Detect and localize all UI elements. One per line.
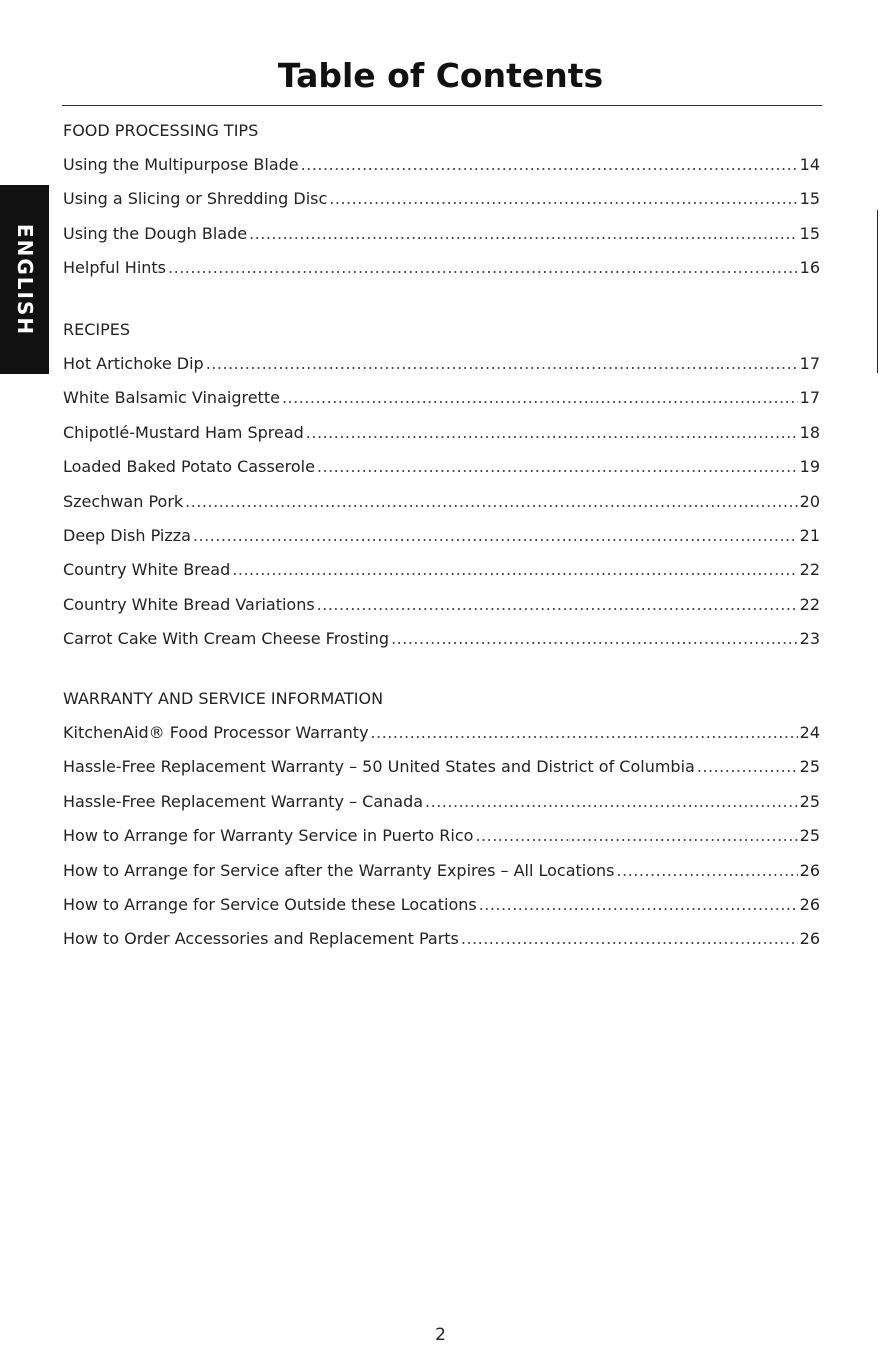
language-tab-label: ENGLISH (12, 223, 37, 336)
dot-leader (617, 854, 798, 888)
dot-leader (317, 588, 798, 622)
dot-leader (479, 888, 798, 922)
dot-leader (697, 750, 798, 784)
toc-section-food-processing-tips (63, 114, 820, 286)
entry-page-number: 18 (799, 422, 820, 442)
toc-entry[interactable] (63, 251, 820, 285)
toc-entry[interactable] (63, 347, 820, 381)
dot-leader (301, 148, 798, 182)
dot-leader (232, 553, 797, 587)
entry-title: Szechwan Pork (63, 491, 184, 511)
entry-page-number: 25 (799, 757, 820, 777)
entry-page-number: 22 (799, 560, 820, 580)
toc-entry[interactable] (63, 750, 820, 784)
entry-page-number: 22 (799, 594, 820, 614)
entry-title: KitchenAid® Food Processor Warranty (63, 723, 369, 742)
dot-leader (185, 485, 797, 519)
entry-title: Using the Multipurpose Blade (63, 155, 299, 174)
toc-entry[interactable] (63, 519, 820, 553)
dot-leader (306, 416, 798, 450)
entry-page-number: 26 (799, 894, 820, 914)
toc-entry[interactable] (63, 182, 820, 216)
toc-entry[interactable] (63, 217, 820, 251)
dot-leader (317, 450, 798, 484)
entry-page-number: 26 (799, 929, 820, 949)
entry-title: Hassle-Free Replacement Warranty – Canada (63, 791, 424, 811)
entry-title: How to Order Accessories and Replacement Parts (63, 929, 459, 949)
entry-page-number: 16 (799, 258, 820, 278)
toc-entry[interactable] (63, 785, 820, 819)
toc-entry[interactable] (63, 381, 820, 415)
edge-marker-line (877, 210, 878, 373)
toc-entry[interactable] (63, 416, 820, 450)
toc-section-warranty-service (63, 682, 820, 957)
entry-title: Hot Artichoke Dip (63, 354, 204, 373)
title-divider (62, 105, 822, 106)
entry-page-number: 17 (799, 388, 820, 408)
dot-leader (168, 251, 798, 285)
dot-leader (249, 217, 798, 251)
dot-leader (193, 519, 798, 553)
page-title: Table of Contents (277, 56, 604, 95)
dot-leader (371, 716, 798, 750)
entry-page-number: 20 (799, 491, 820, 511)
dot-leader (425, 785, 798, 819)
page-number: 2 (435, 1325, 446, 1345)
entry-page-number: 24 (799, 723, 820, 742)
entry-page-number: 25 (799, 791, 820, 811)
toc-entry[interactable] (63, 888, 820, 922)
dot-leader (391, 622, 798, 656)
toc-entry[interactable] (63, 588, 820, 622)
language-tab (0, 185, 49, 374)
toc-entry[interactable] (63, 819, 820, 853)
entry-title: Using a Slicing or Shredding Disc (63, 189, 328, 209)
toc-section-recipes (63, 313, 820, 657)
entry-title: Deep Dish Pizza (63, 525, 191, 545)
dot-leader (206, 347, 798, 381)
entry-title: Chipotlé-Mustard Ham Spread (63, 422, 304, 442)
entry-page-number: 23 (799, 629, 820, 649)
toc-entry[interactable] (63, 553, 820, 587)
entry-page-number: 14 (799, 155, 820, 174)
entry-page-number: 21 (799, 525, 820, 545)
dot-leader (461, 922, 798, 956)
entry-title: Hassle-Free Replacement Warranty – 50 United States and District of Columbia (63, 757, 695, 777)
entry-title: Helpful Hints (63, 258, 167, 278)
entry-page-number: 15 (799, 223, 820, 243)
toc-entry[interactable] (63, 450, 820, 484)
dot-leader (329, 182, 797, 216)
entry-title: How to Arrange for Service Outside these Locations (63, 894, 477, 914)
toc-entry[interactable] (63, 148, 820, 182)
entry-title: Country White Bread (63, 560, 231, 580)
entry-title: How to Arrange for Warranty Service in Puerto Rico (63, 826, 474, 846)
toc-entry[interactable] (63, 485, 820, 519)
entry-title: Country White Bread Variations (63, 594, 315, 614)
entry-title: Carrot Cake With Cream Cheese Frosting (63, 629, 390, 649)
toc-entry[interactable] (63, 922, 820, 956)
toc-entry[interactable] (63, 716, 820, 750)
dot-leader (282, 381, 798, 415)
toc-entry[interactable] (63, 622, 820, 656)
entry-page-number: 25 (799, 826, 820, 846)
entry-page-number: 15 (799, 189, 820, 209)
entry-page-number: 19 (799, 457, 820, 477)
entry-page-number: 17 (799, 354, 820, 373)
toc-entry[interactable] (63, 854, 820, 888)
entry-title: Using the Dough Blade (63, 223, 248, 243)
section-heading: WARRANTY AND SERVICE INFORMATION (63, 689, 384, 708)
entry-title: Loaded Baked Potato Casserole (63, 457, 315, 477)
entry-title: How to Arrange for Service after the Warranty Expires – All Locations (63, 860, 615, 880)
section-heading: FOOD PROCESSING TIPS (63, 121, 259, 140)
entry-page-number: 26 (799, 860, 820, 880)
dot-leader (475, 819, 797, 853)
section-heading: RECIPES (63, 320, 131, 339)
entry-title: White Balsamic Vinaigrette (63, 388, 280, 408)
